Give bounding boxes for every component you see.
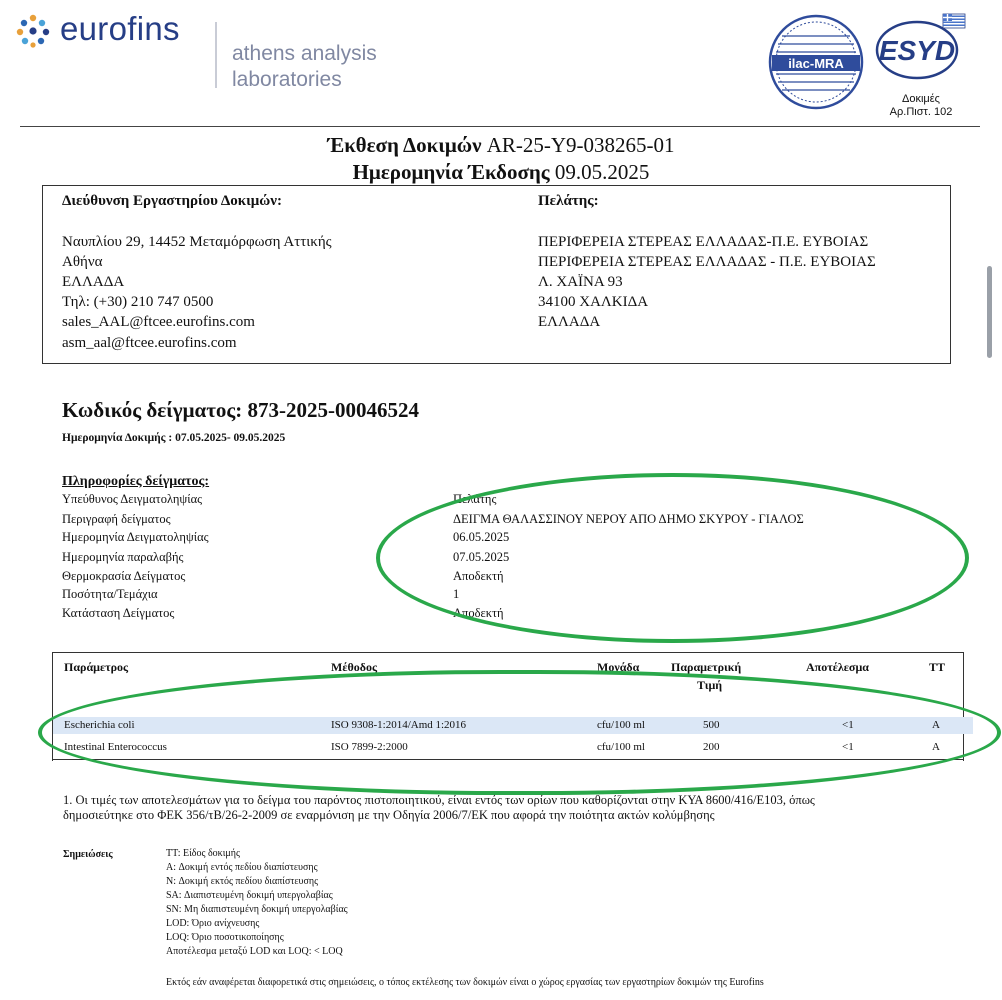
info-value: ΔΕΙΓΜΑ ΘΑΛΑΣΣΙΝΟΥ ΝΕΡΟΥ ΑΠΟ ΔΗΜΟ ΣΚΥΡΟΥ - ΓΙΑΛΟΣ <box>453 512 804 526</box>
cell-parametric-value: 200 <box>703 741 720 753</box>
cell-method: ISO 9308-1:2014/Amd 1:2016 <box>331 719 467 731</box>
info-value: 07.05.2025 <box>453 550 510 564</box>
report-title-label: Έκθεση Δοκιμών <box>327 133 482 157</box>
test-date: Ημερομηνία Δοκιμής : 07.05.2025- 09.05.2025 <box>62 432 286 444</box>
info-label: Κατάσταση Δείγματος <box>62 606 175 620</box>
info-value: Αποδεκτή <box>453 569 504 583</box>
header-rule <box>20 126 980 127</box>
cell-test-type: A <box>932 719 940 731</box>
column-header-parameter: Παράμετρος <box>64 660 129 674</box>
note-line: TT: Είδος δοκιμής <box>166 848 240 859</box>
lab-address-line: ΕΛΛΑΔΑ <box>62 274 125 290</box>
client-line: ΠΕΡΙΦΕΡΕΙΑ ΣΤΕΡΕΑΣ ΕΛΛΑΔΑΣ-Π.Ε. ΕΥΒΟΙΑΣ <box>538 234 869 250</box>
report-title <box>0 133 1002 158</box>
esyd-accreditation-logo-icon <box>873 12 969 82</box>
info-label: Ημερομηνία παραλαβής <box>62 550 184 564</box>
ilac-mra-seal-icon <box>768 14 864 110</box>
info-label: Θερμοκρασία Δείγματος <box>62 569 186 583</box>
lab-address-line: Ναυπλίου 29, 14452 Μεταμόρφωση Αττικής <box>62 234 332 250</box>
note-line: A: Δοκιμή εντός πεδίου διαπίστευσης <box>166 862 318 873</box>
cell-unit: cfu/100 ml <box>597 741 645 753</box>
cell-parametric-value: 500 <box>703 719 720 731</box>
info-label: Περιγραφή δείγματος <box>62 512 171 526</box>
lab-email-asm: asm_aal@ftcee.eurofins.com <box>62 335 237 351</box>
issue-date-label: Ημερομηνία Έκδοσης <box>352 160 550 184</box>
cell-result: <1 <box>842 741 854 753</box>
sample-info-heading: Πληροφορίες δείγματος: <box>62 474 210 489</box>
lab-email-sales: sales_AAL@ftcee.eurofins.com <box>62 314 255 330</box>
lab-address-heading: Διεύθυνση Εργαστηρίου Δοκιμών: <box>62 193 282 209</box>
annotation-ellipse-results <box>38 670 1001 795</box>
note-line: LOQ: Όριο ποσοτικοποίησης <box>166 932 284 943</box>
brand-name: eurofins <box>60 10 180 47</box>
note-line: Αποτέλεσμα μεταξύ LOD και LOQ: < LOQ <box>166 946 343 957</box>
esyd-logo-text: ESYD <box>878 35 956 66</box>
issue-date <box>0 160 1002 185</box>
info-label: Ποσότητα/Τεμάχια <box>62 587 158 601</box>
esyd-label-cert-number: Αρ.Πιστ. 102 <box>889 106 953 118</box>
ilac-seal-text: ilac-MRA <box>788 56 844 71</box>
report-number: AR-25-Y9-038265-01 <box>486 133 675 157</box>
lab-name-line2: laboratories <box>232 68 342 91</box>
bottom-note: Εκτός εάν αναφέρεται διαφορετικά στις σημειώσεις, ο τόπος εκτέλεσης των δοκιμών είναι ο χώρος εργασίας των εργαστηρίων δοκιμών της Eurofins <box>166 977 764 988</box>
client-line: ΠΕΡΙΦΕΡΕΙΑ ΣΤΕΡΕΑΣ ΕΛΛΑΔΑΣ - Π.Ε. ΕΥΒΟΙΑΣ <box>538 254 876 270</box>
esyd-label-tests: Δοκιμές <box>902 93 940 105</box>
info-value: 1 <box>453 587 460 601</box>
client-line: ΕΛΛΑΔΑ <box>538 314 601 330</box>
note-line: SN: Μη διαπιστευμένη δοκιμή υπεργολαβίας <box>166 904 348 915</box>
client-heading: Πελάτης: <box>538 193 599 209</box>
scrollbar-thumb[interactable] <box>987 266 992 358</box>
cell-test-type: A <box>932 741 940 753</box>
footnote-line: 1. Οι τιμές των αποτελεσμάτων για το δείγμα του παρόντος πιστοποιητικού, είναι εντός των ορίων που καθορίζονται στην ΚΥΑ 8600/416/Ε103, όπως <box>63 793 815 807</box>
note-line: LOD: Όριο ανίχνευσης <box>166 918 260 929</box>
client-line: 34100 ΧΑΛΚΙΔΑ <box>538 294 649 310</box>
annotation-ellipse-sample-values <box>376 473 969 643</box>
lab-address-line: Αθήνα <box>62 254 103 270</box>
issue-date-value: 09.05.2025 <box>554 160 650 184</box>
cell-parameter: Intestinal Enterococcus <box>64 741 167 753</box>
column-header-unit: Μονάδα <box>597 660 640 674</box>
note-line: N: Δοκιμή εκτός πεδίου διαπίστευσης <box>166 876 319 887</box>
cell-method: ISO 7899-2:2000 <box>331 741 408 753</box>
client-line: Λ. ΧΑΪΝΑ 93 <box>538 274 623 290</box>
eurofins-logo-dots-icon <box>16 14 50 48</box>
column-header-result: Αποτέλεσμα <box>806 660 869 674</box>
note-line: SA: Διαπιστευμένη δοκιμή υπεργολαβίας <box>166 890 333 901</box>
info-label: Ημερομηνία Δειγματοληψίας <box>62 530 209 544</box>
column-header-parametric-value: Παραμετρική <box>671 660 742 674</box>
sample-code: Κωδικός δείγματος: 873-2025-00046524 <box>62 398 419 422</box>
column-header-parametric-value-2: Τιμή <box>697 678 723 692</box>
notes-heading: Σημειώσεις <box>63 849 113 860</box>
info-value: Πελάτης <box>453 492 497 506</box>
cell-unit: cfu/100 ml <box>597 719 645 731</box>
info-value: Αποδεκτή <box>453 606 504 620</box>
column-header-test-type: TT <box>929 660 946 674</box>
info-label: Υπεύθυνος Δειγματοληψίας <box>62 492 203 506</box>
cell-parameter: Escherichia coli <box>64 719 135 731</box>
column-header-method: Μέθοδος <box>331 660 378 674</box>
lab-name-line1: athens analysis <box>232 42 377 65</box>
header-divider <box>215 22 217 88</box>
footnote-line: δημοσιεύτηκε στο ΦΕΚ 356/τΒ/26-2-2009 σε εναρμόνιση με την Οδηγία 2006/7/ΕΚ που αφορά την ποιότητα ακτών κολύμβησης <box>63 808 715 822</box>
cell-result: <1 <box>842 719 854 731</box>
lab-phone: Τηλ: (+30) 210 747 0500 <box>62 294 214 310</box>
info-value: 06.05.2025 <box>453 530 510 544</box>
